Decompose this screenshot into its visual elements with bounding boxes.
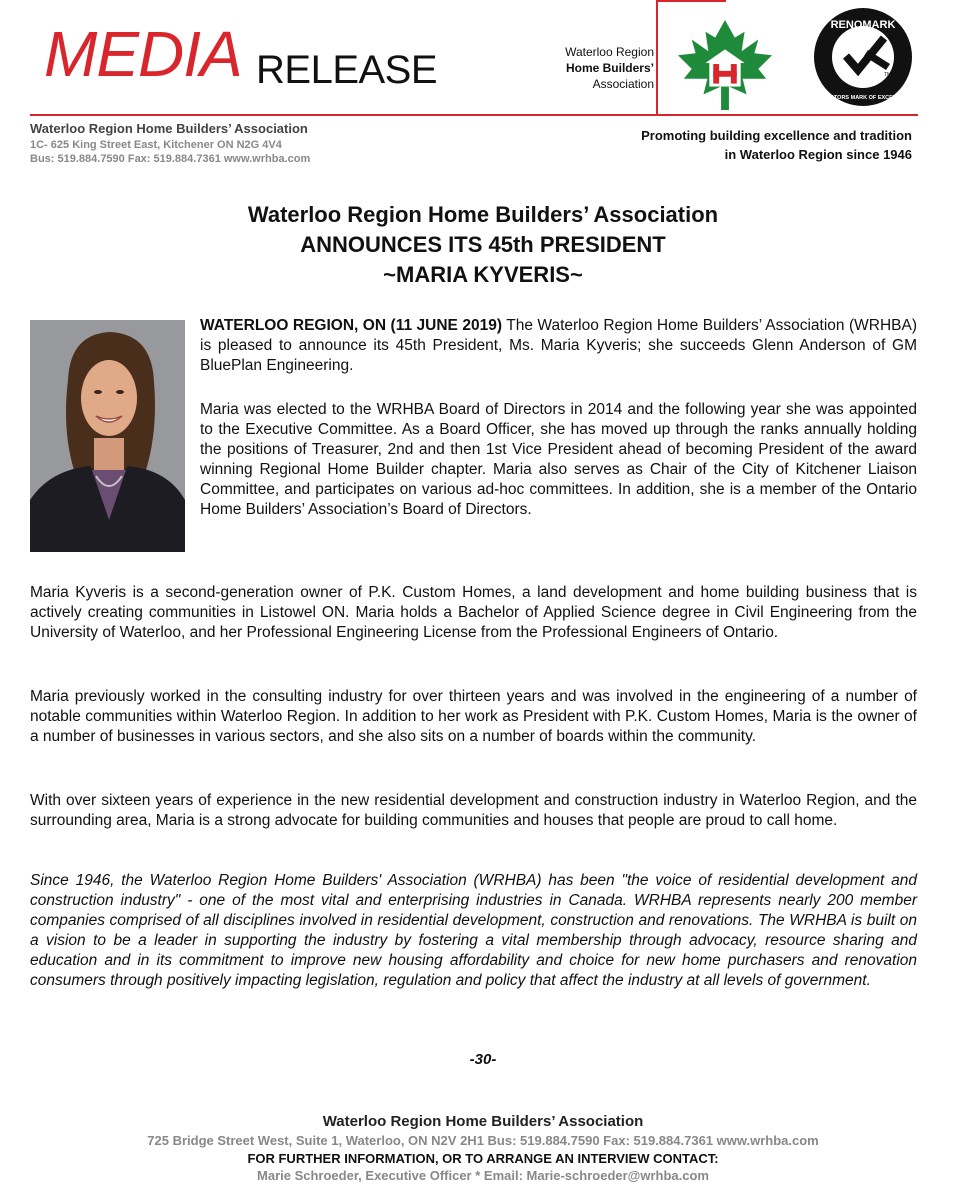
paragraph-advocacy: With over sixteen years of experience in the new residential development and construction industry in Waterloo Region, and the surrounding area, Maria is a strong advocate for building communities and houses that people are proud to call home.	[30, 792, 917, 829]
dateline: WATERLOO REGION, ON (11 JUNE 2019)	[200, 317, 503, 334]
headline-line2: ANNOUNCES ITS 45th PRESIDENT	[300, 232, 666, 257]
paragraph-about-wrhba: Since 1946, the Waterloo Region Home Builders' Association (WRHBA) has been "the voice of residential development and construction industry" - one of the most vital and enterprising industries in Canada. WRHBA represents nearly 200 member companies comprised of all disciplines involved in residential development, construction and renovations. The WRHBA is built on a vision to be a leader in supporting the industry by fostering a vital membership through advocacy, resource sharing and education and in its commitment to improve new housing affordability and choice for new home purchasers and renovation consumers through positively impacting legislation, regulation and policy that affect the industry at all levels of government.	[30, 872, 917, 989]
footer-contact-heading: FOR FURTHER INFORMATION, OR TO ARRANGE AN INTERVIEW CONTACT:	[247, 1151, 719, 1166]
headline-line3: ~MARIA KYVERIS~	[383, 262, 583, 287]
header-vertical-rule	[656, 0, 658, 114]
paragraph-board-history: Maria was elected to the WRHBA Board of Directors in 2014 and the following year she was appointed to the Executive Committee. As a Board Officer, she has moved up through the ranks annually holding the positions of Treasurer, 2nd and then 1st Vice President ahead of becoming President of the award winning Regional Home Builder chapter. Maria also serves as Chair of the City of Kitchener Liaison Committee, and participates on various ad-hoc committees. In addition, she is a member of the Ontario Home Builders’ Association’s Board of Directors.	[200, 401, 917, 518]
media-word: MEDIA	[44, 18, 242, 90]
tagline-line1: Promoting building excellence and tradition	[641, 128, 912, 143]
paragraph-experience: Maria previously worked in the consulting industry for over thirteen years and was involved in the engineering of a number of notable communities within Waterloo Region. In addition to her work as President with P.K. Custom Homes, Maria is the owner of a number of businesses in various sectors, and she also sits on a number of boards within the community.	[30, 688, 917, 745]
logo-text-line2: Home Builders’	[565, 61, 654, 75]
header-top-rule	[656, 0, 726, 2]
paragraph-announcement-text: The Waterloo Region Home Builders’ Association (WRHBA) is pleased to announce its 45th President, Ms. Maria Kyveris; she succeeds Glenn Anderson of GM BluePlan Engineering.	[200, 317, 918, 374]
paragraph-background: Maria Kyveris is a second-generation owner of P.K. Custom Homes, a land development and home building business that is actively creating communities in Listowel ON. Maria holds a Bachelor of Applied Science degree in Civil Engineering from the University of Waterloo, and her Professional Engineering License from the Professional Engineers of Ontario.	[30, 584, 917, 641]
footer-association-name: Waterloo Region Home Builders’ Association	[322, 1113, 644, 1130]
footer-address: 725 Bridge Street West, Suite 1, Waterloo, ON N2V 2H1 Bus: 519.884.7590 Fax: 519.884.7361 www.wrhba.com	[147, 1133, 819, 1148]
logo-text	[540, 44, 654, 92]
portrait-photo	[30, 320, 185, 552]
maple-leaf-house-logo	[676, 18, 774, 112]
association-address: 1C- 625 King Street East, Kitchener ON N2G 4V4	[30, 139, 282, 151]
renomark-tm: TM	[884, 72, 892, 78]
header-rule	[30, 114, 654, 116]
headline-line1: Waterloo Region Home Builders’ Association	[247, 202, 719, 227]
logo-text-line1: Waterloo Region	[565, 45, 654, 59]
footer-contact-person: Marie Schroeder, Executive Officer * Email: Marie-schroeder@wrhba.com	[257, 1168, 709, 1183]
headline	[0, 200, 960, 290]
association-contact: Bus: 519.884.7590 Fax: 519.884.7361 www.wrhba.com	[30, 153, 311, 165]
association-name: Waterloo Region Home Builders’ Association	[30, 121, 308, 136]
renomark-bottom-text: RENOVATORS MARK OF EXCELLENCE	[811, 95, 915, 101]
renomark-top-text: RENOMARK	[830, 19, 896, 31]
renomark-logo	[806, 6, 920, 108]
end-marker: -30-	[469, 1051, 497, 1068]
release-word: RELEASE	[256, 48, 438, 92]
tagline-line2: in Waterloo Region since 1946	[724, 147, 912, 162]
header-rule-right	[654, 114, 918, 116]
paragraph-announcement	[200, 316, 917, 376]
logo-text-line3: Association	[592, 77, 654, 91]
tagline	[560, 126, 912, 164]
